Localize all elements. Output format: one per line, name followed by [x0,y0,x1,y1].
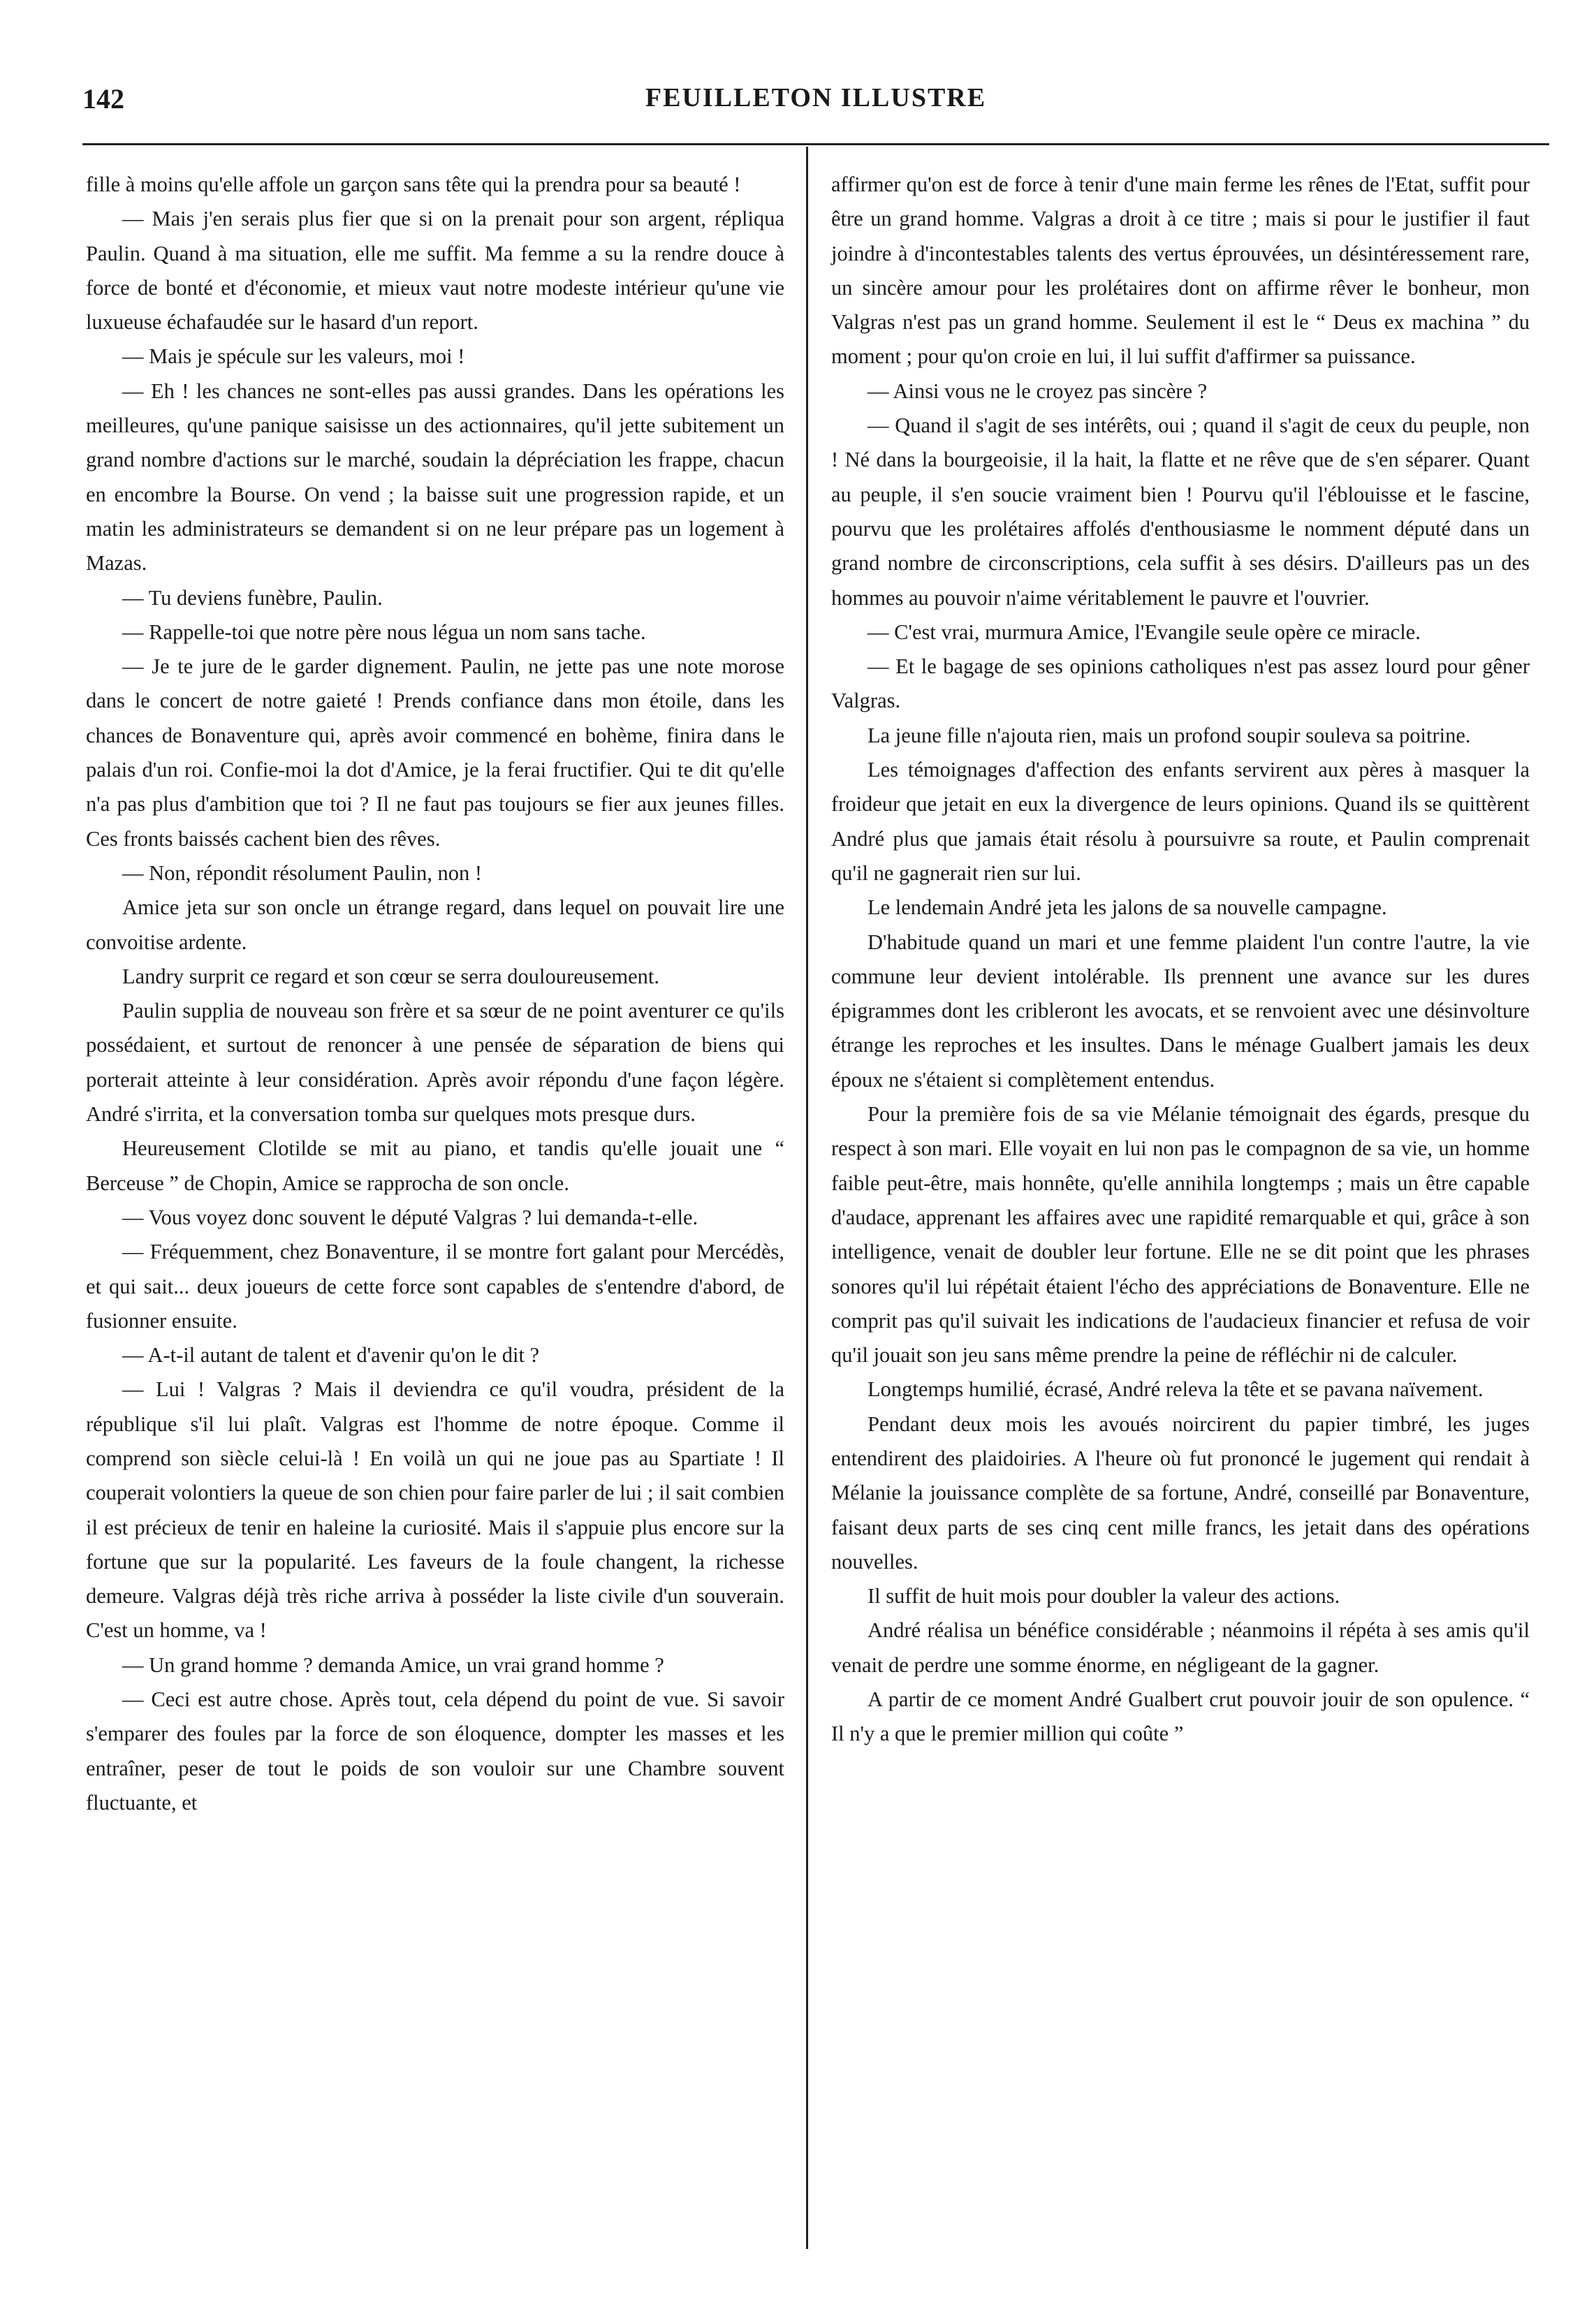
paragraph: Pour la première fois de sa vie Mélanie témoignait des égards, presque du respect à son mari. Elle voyait en lui non pas le compagnon de sa vie, un homme faible peut-être, mais honnête, qu'elle annihila longtemps ; mais un être capable d'audace, apprenant les affaires avec une rapidité remarquable et qui, grâce à son intelligence, venait de doubler leur fortune. Elle ne se dit point que les phrases sonores qu'il lui répétait étaient l'écho des appréciations de Bonaventure. Elle ne comprit pas qu'il suivait les indications de l'audacieux financier et refusa de voir qu'il jouait son jeu sans même prendre la peine de réfléchir ni de calculer. [831,1102,1530,1368]
paragraph: — Quand il s'agit de ses intérêts, oui ; quand il s'agit de ceux du peuple, non ! Né dans la bourgeoisie, il la hait, la flatte et ne rêve que de s'en séparer. Quant au peuple, il s'en soucie vraiment bien ! Pourvu qu'il l'éblouisse et le fascine, pourvu que les prolétaires affolés d'enthousiasme le nomment député dans un grand nombre de circonscriptions, cela suffit à ses désirs. D'ailleurs pas un des hommes au pouvoir n'aime véritablement le pauvre et l'ouvrier. [831,413,1530,610]
paragraph: — Rappelle-toi que notre père nous légua un nom sans tache. [122,620,646,644]
paragraph: — Fréquemment, chez Bonaventure, il se montre fort galant pour Mercédès, et qui sait... deux joueurs de cette force sont capables de s'entendre d'abord, de fusionner ensuite. [86,1240,784,1333]
header-rule [82,143,1549,145]
paragraph: — Mais je spécule sur les valeurs, moi ! [122,344,465,369]
paragraph: André réalisa un bénéfice considérable ; néanmoins il répéta à ses amis qu'il venait de perdre une somme énorme, en négligeant de la gagner. [831,1618,1530,1677]
paragraph: affirmer qu'on est de force à tenir d'une main ferme les rênes de l'Etat, suffit pour être un grand homme. Valgras a droit à ce titre ; mais si pour le justifier il faut joindre à d'incontestables talents des vertus éprouvées, un désintéressement rare, un sincère amour pour les prolétaires dont on affirme rêver le bonheur, mon Valgras n'est pas un grand homme. Seulement il est le “ Deus ex machina ” du moment ; pour qu'on croie en lui, il lui suffit d'affirmer sa puissance. [831,173,1530,369]
paragraph: — Et le bagage de ses opinions catholiques n'est pas assez lourd pour gêner Valgras. [831,654,1530,713]
paragraph: Les témoignages d'affection des enfants servirent aux pères à masquer la froideur que jetait en eux la divergence de leurs opinions. Quand ils se quittèrent André plus que jamais était résolu à poursuivre sa route, et Paulin comprenait qu'il ne gagnerait rien sur lui. [831,758,1530,885]
paragraph: Landry surprit ce regard et son cœur se serra douloureusement. [122,964,659,988]
paragraph: — Lui ! Valgras ? Mais il deviendra ce qu'il voudra, président de la république s'il lui plaît. Valgras est l'homme de notre époque. Comme il comprend son siècle celui-là ! En voilà un qui ne joue pas au Spartiate ! Il couperait volontiers la queue de son chien pour faire parler de lui ; il sait combien il est précieux de tenir en haleine la curiosité. Mais il s'appuie plus encore sur la fortune que sur la popularité. Les faveurs de la foule changent, la richesse demeure. Valgras déjà très riche arriva à posséder la liste civile d'un souverain. C'est un homme, va ! [86,1377,784,1643]
paragraph: — Un grand homme ? demanda Amice, un vrai grand homme ? [122,1652,664,1677]
paragraph: Il suffit de huit mois pour doubler la valeur des actions. [867,1584,1340,1608]
paragraph: Heureusement Clotilde se mit au piano, et tandis qu'elle jouait une “ Berceuse ” de Chopin, Amice se rapprocha de son oncle. [86,1136,784,1195]
paragraph: Pendant deux mois les avoués noircirent du papier timbré, les juges entendirent des plaidoiries. A l'heure où fut prononcé le jugement qui rendait à Mélanie la jouissance complète de sa fortune, André, conseillé par Bonaventure, faisant deux parts de ses cinq cent mille francs, les jetait dans des opérations nouvelles. [831,1412,1530,1574]
right-column [831,168,1530,1752]
paragraph: Paulin supplia de nouveau son frère et sa sœur de ne point aventurer ce qu'ils possédaient, et surtout de renoncer à une pensée de séparation de biens qui porterait atteinte à leur considération. Après avoir répondu d'une façon légère. André s'irrita, et la conversation tomba sur quelques mots presque durs. [86,999,784,1127]
page-number: 142 [82,83,124,115]
paragraph: — C'est vrai, murmura Amice, l'Evangile seule opère ce miracle. [867,620,1421,644]
paragraph: — Eh ! les chances ne sont-elles pas aussi grandes. Dans les opérations les meilleures, qu'une panique saisisse un des actionnaires, qu'il jette subitement un grand nombre d'actions sur le marché, soudain la dépréciation les frappe, chacun en encombre la Bourse. On vend ; la baisse suit une progression rapide, et un matin les administrateurs se demandent si on ne leur prépare pas un logement à Mazas. [86,379,784,576]
paragraph: — Non, répondit résolument Paulin, non ! [122,860,483,885]
left-column [86,168,784,1820]
page-title: FEUILLETON ILLUSTRE [645,83,987,112]
paragraph: — Je te jure de le garder dignement. Paulin, ne jette pas une note morose dans le concert de notre gaieté ! Prends confiance dans mon étoile, dans les chances de Bonaventure qui, après avoir commencé en bohème, finira dans le palais d'un roi. Confie-moi la dot d'Amice, je la ferai fructifier. Qui te dit qu'elle n'a pas plus d'ambition que toi ? Il ne faut pas toujours se fier aux jeunes filles. Ces fronts baissés cachent bien des rêves. [86,654,784,851]
paragraph: — Ainsi vous ne le croyez pas sincère ? [867,379,1208,403]
paragraph: Amice jeta sur son oncle un étrange regard, dans lequel on pouvait lire une convoitise ardente. [86,895,784,954]
page-header [82,82,1549,124]
paragraph: D'habitude quand un mari et une femme plaident l'un contre l'autre, la vie commune leur devient intolérable. Ils prennent une avance sur les dures épigrammes dont les cribleront les avocats, et se renvoient avec une désinvolture étrange les reproches et les insultes. Dans le ménage Gualbert jamais les deux époux ne s'étaient si complètement entendus. [831,930,1530,1092]
paragraph: Le lendemain André jeta les jalons de sa nouvelle campagne. [867,895,1387,920]
paragraph: — A-t-il autant de talent et d'avenir qu'on le dit ? [122,1343,540,1368]
paragraph: La jeune fille n'ajouta rien, mais un profond soupir souleva sa poitrine. [867,723,1471,747]
paragraph: — Vous voyez donc souvent le député Valgras ? lui demanda-t-elle. [122,1205,698,1229]
paragraph: A partir de ce moment André Gualbert crut pouvoir jouir de son opulence. “ Il n'y a que le premier million qui coûte ” [831,1687,1530,1746]
paragraph: — Ceci est autre chose. Après tout, cela dépend du point de vue. Si savoir s'emparer des foules par la force de son éloquence, dompter les masses et les entraîner, peser de tout le poids de son vouloir sur une Chambre souvent fluctuante, et [86,1687,784,1815]
paragraph: — Tu deviens funèbre, Paulin. [122,585,383,610]
paragraph: — Mais j'en serais plus fier que si on la prenait pour son argent, répliqua Paulin. Quand à ma situation, elle me suffit. Ma femme a su la rendre douce à force de bonté et d'économie, et mieux vaut notre modeste intérieur qu'une vie luxueuse échafaudée sur le hasard d'un report. [86,207,784,335]
column-divider [806,147,808,2249]
paragraph: Longtemps humilié, écrasé, André releva la tête et se pavana naïvement. [867,1377,1484,1402]
paragraph: fille à moins qu'elle affole un garçon sans tête qui la prendra pour sa beauté ! [86,173,741,196]
